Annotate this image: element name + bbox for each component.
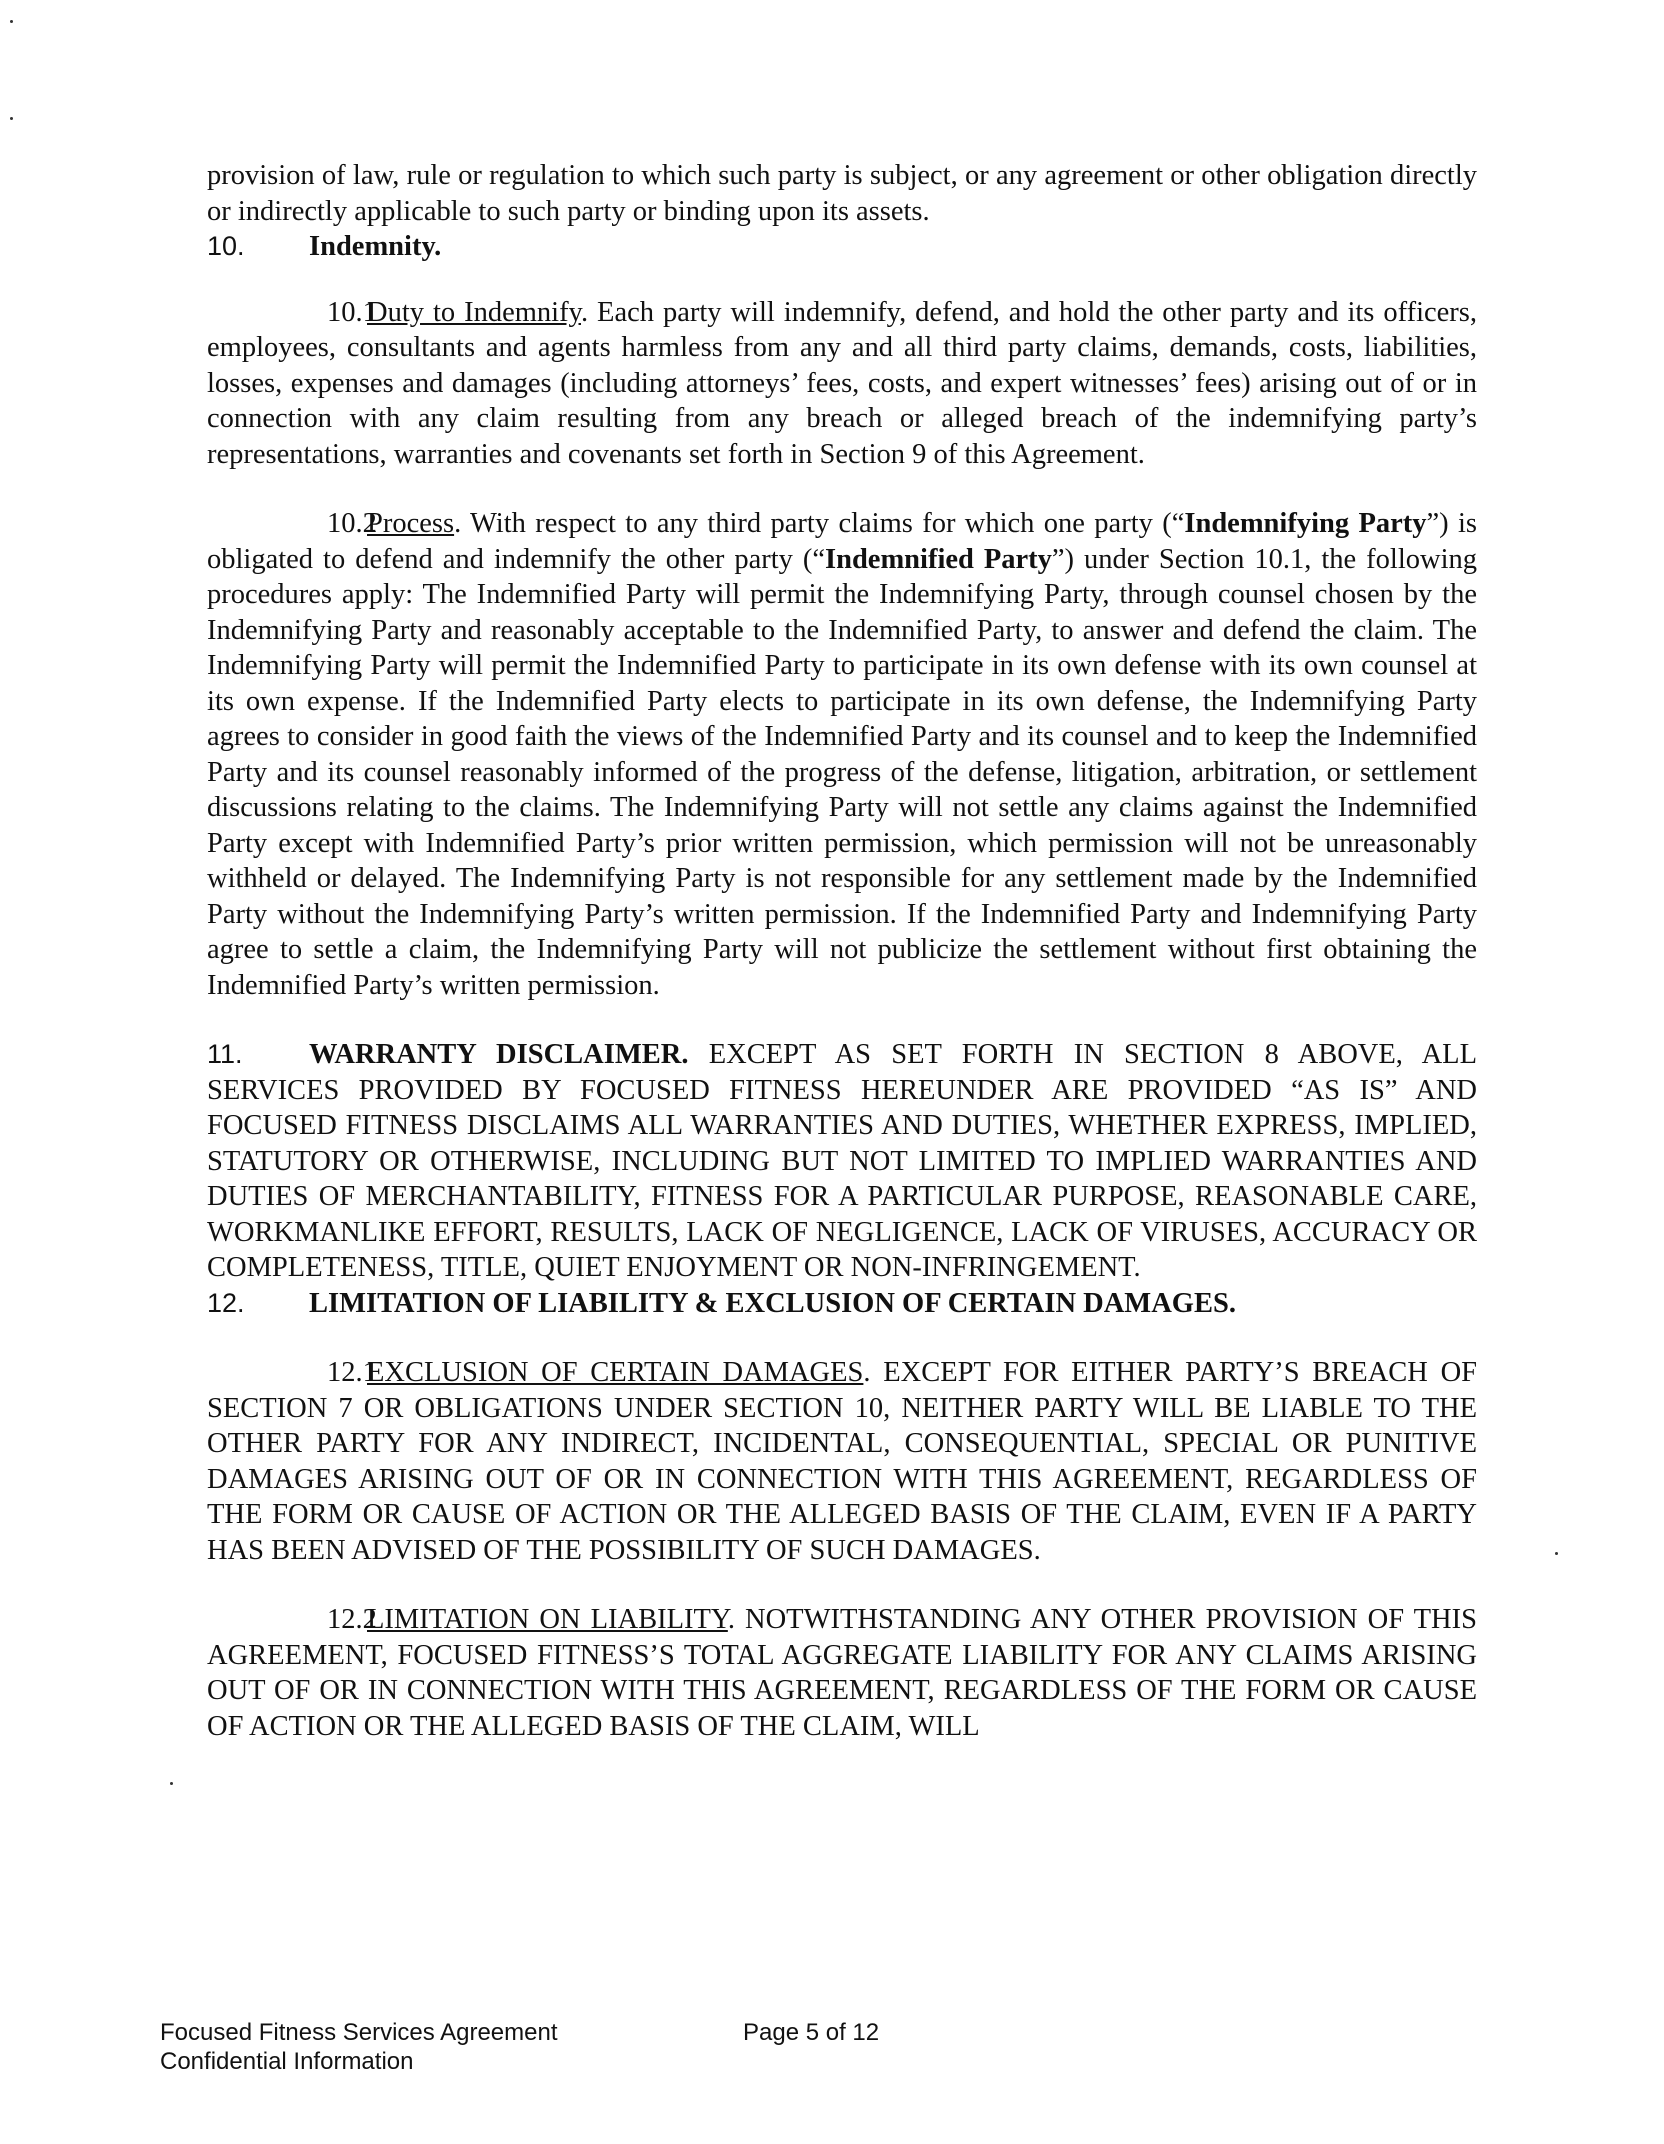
clause-12-1: [207, 1355, 1477, 1568]
page-number: Page 5 of 12: [743, 2019, 880, 2046]
clause-heading: LIMITATION ON LIABILITY: [367, 1604, 728, 1635]
section-10-heading: [207, 229, 1477, 265]
defined-term: Indemnified Party: [825, 543, 1052, 575]
clause-text: . Each party will indemnify, defend, and hold the other party and its officers, employees, consultants and agents harmless from any and all third party claims, demands, costs, liabilities, losses, expenses and damages (including attorneys’ fees, costs, and expert witnesses’ fees) arising out of or in connection with any claim resulting from any breach or alleged breach of the indemnifying party’s representations, warranties and covenants set forth in Section 9 of this Agreement.: [207, 296, 1477, 470]
clause-number: 12.2: [327, 1604, 377, 1635]
section-title: WARRANTY DISCLAIMER.: [309, 1039, 689, 1070]
footer-left: [160, 2018, 558, 2076]
footer-confidential-label: Confidential Information: [160, 2048, 414, 2075]
clause-number: 10.2: [327, 508, 377, 539]
clause-text: . With respect to any third party claims for which one party (“: [454, 508, 1185, 539]
section-title: LIMITATION OF LIABILITY & EXCLUSION OF CERTAIN DAMAGES.: [309, 1287, 1236, 1319]
section-11: [207, 1037, 1477, 1286]
clause-heading: Process: [367, 508, 455, 539]
scan-speck: [10, 20, 13, 23]
clause-12-2: [207, 1602, 1477, 1744]
section-title: Indemnity.: [309, 231, 442, 262]
clause-text: . NOTWITHSTANDING ANY OTHER PROVISION OF THIS AGREEMENT, FOCUSED FITNESS’S TOTAL AGGREGATE LIABILITY FOR ANY CLAIMS ARISING OUT OF OR IN CONNECTION WITH THIS AGREEMENT, REGARDLESS OF THE FORM OR CAUSE OF ACTION OR THE ALLEGED BASIS OF THE CLAIM, WILL: [207, 1604, 1477, 1742]
clause-text: ”) under Section 10.1, the following procedures apply: The Indemnified Party will permit the Indemnifying Party, through counsel chosen by the Indemnifying Party and reasonably acceptable to the Indemnified Party, to answer and defend the claim. The Indemnifying Party will permit the Indemnified Party to participate in its own defense with its own counsel at its own expense. If the Indemnified Party elects to participate in its own defense, the Indemnifying Party agrees to consider in good faith the views of the Indemnified Party and its counsel and to keep the Indemnified Party and its counsel reasonably informed of the progress of the defense, litigation, arbitration, or settlement discussions relating to the claims. The Indemnifying Party will not settle any claims against the Indemnified Party except with Indemnified Party’s prior written permission, which permission will not be unreasonably withheld or delayed. The Indemnifying Party is not responsible for any settlement made by the Indemnified Party without the Indemnifying Party’s written permission. If the Indemnified Party and Indemnifying Party agree to settle a claim, the Indemnifying Party will not publicize the settlement without first obtaining the Indemnified Party’s written permission.: [207, 543, 1477, 1001]
footer-document-title: Focused Fitness Services Agreement: [160, 2019, 558, 2046]
clause-heading: EXCLUSION OF CERTAIN DAMAGES: [367, 1357, 864, 1388]
scan-speck: [170, 1782, 173, 1785]
section-text: EXCEPT AS SET FORTH IN SECTION 8 ABOVE, ALL SERVICES PROVIDED BY FOCUSED FITNESS HEREUNDER ARE PROVIDED “AS IS” AND FOCUSED FITNESS DISCLAIMS ALL WARRANTIES AND DUTIES, WHETHER EXPRESS, IMPLIED, STATUTORY OR OTHERWISE, INCLUDING BUT NOT LIMITED TO IMPLIED WARRANTIES AND DUTIES OF MERCHANTABILITY, FITNESS FOR A PARTICULAR PURPOSE, REASONABLE CARE, WORKMANLIKE EFFORT, RESULTS, LACK OF NEGLIGENCE, LACK OF VIRUSES, ACCURACY OR COMPLETENESS, TITLE, QUIET ENJOYMENT OR NON-INFRINGEMENT.: [207, 1039, 1477, 1283]
scan-speck: [1555, 1552, 1558, 1555]
section-number: 10.: [207, 231, 245, 261]
clause-heading: Duty to Indemnify: [367, 296, 581, 328]
defined-term: Indemnifying Party: [1184, 508, 1427, 539]
clause-text: ”) is obligated to defend and indemnify the other party (“: [207, 508, 1478, 575]
clause-number: 10.1: [327, 296, 377, 328]
clause-10-1: [207, 295, 1477, 473]
clause-10-2: [207, 506, 1477, 1003]
clause-number: 12.1: [327, 1357, 377, 1388]
document-body: [207, 158, 1477, 1744]
intro-paragraph: provision of law, rule or regulation to which such party is subject, or any agreement or other obligation directly or indirectly applicable to such party or binding upon its assets.: [207, 160, 1477, 227]
section-12-heading: [207, 1286, 1477, 1322]
scan-speck: [10, 117, 13, 120]
clause-text: . EXCEPT FOR EITHER PARTY’S BREACH OF SECTION 7 OR OBLIGATIONS UNDER SECTION 10, NEITHER PARTY WILL BE LIABLE TO THE OTHER PARTY FOR ANY INDIRECT, INCIDENTAL, CONSEQUENTIAL, SPECIAL OR PUNITIVE DAMAGES ARISING OUT OF OR IN CONNECTION WITH THIS AGREEMENT, REGARDLESS OF THE FORM OR CAUSE OF ACTION OR THE ALLEGED BASIS OF THE CLAIM, EVEN IF A PARTY HAS BEEN ADVISED OF THE POSSIBILITY OF SUCH DAMAGES.: [207, 1357, 1477, 1566]
section-number: 12.: [207, 1287, 245, 1318]
section-number: 11.: [207, 1039, 243, 1069]
